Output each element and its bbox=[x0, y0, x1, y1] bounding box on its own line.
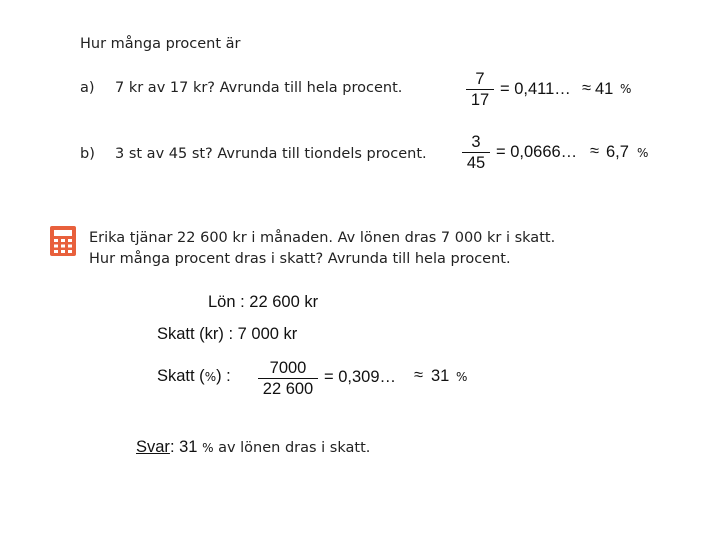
fraction-bar bbox=[466, 89, 494, 90]
fraction-bar bbox=[258, 378, 318, 379]
fraction-numerator: 3 bbox=[471, 133, 481, 151]
problem-b-equals: = 0,0666… bbox=[496, 143, 578, 161]
tax-fraction bbox=[258, 359, 318, 398]
fraction-bar bbox=[462, 152, 490, 153]
tax-equals: = 0,309… bbox=[324, 368, 397, 386]
approx-symbol: ≈ bbox=[414, 366, 424, 384]
percent-symbol: % bbox=[456, 370, 468, 384]
problem-b-text: 3 st av 45 st? Avrunda till tiondels procent. bbox=[115, 146, 427, 162]
answer-line bbox=[136, 438, 370, 457]
fraction-denominator: 45 bbox=[466, 154, 486, 173]
fraction-numerator: 7 bbox=[475, 70, 485, 88]
fraction-denominator: 22 600 bbox=[262, 380, 314, 399]
percent-symbol: % bbox=[620, 82, 632, 96]
answer-label: Svar bbox=[136, 438, 170, 456]
fraction-denominator: 17 bbox=[470, 91, 490, 110]
approx-symbol: ≈ bbox=[590, 142, 600, 160]
fraction-numerator: 7000 bbox=[269, 359, 307, 377]
erika-line-2: Hur många procent dras i skatt? Avrunda till hela procent. bbox=[89, 251, 511, 267]
problem-a-fraction bbox=[466, 70, 494, 109]
answer-value: : 31 bbox=[169, 438, 198, 456]
tax-percent-label bbox=[157, 367, 231, 386]
tax-percent-label-end: ) : bbox=[216, 367, 231, 385]
problem-b-fraction bbox=[462, 133, 490, 172]
page-heading: Hur många procent är bbox=[80, 36, 241, 52]
tax-percent-label-start: Skatt ( bbox=[157, 367, 205, 385]
answer-text: av lönen dras i skatt. bbox=[218, 440, 371, 456]
problem-b-result: 6,7 bbox=[606, 143, 629, 161]
percent-symbol: % bbox=[637, 146, 649, 160]
percent-symbol: % bbox=[204, 370, 217, 384]
calculator-icon bbox=[50, 226, 76, 256]
problem-a-equals: = 0,411… bbox=[500, 80, 571, 98]
problem-a-text: 7 kr av 17 kr? Avrunda till hela procent. bbox=[115, 80, 403, 96]
tax-result: 31 bbox=[431, 367, 450, 385]
erika-line-1: Erika tjänar 22 600 kr i månaden. Av lönen dras 7 000 kr i skatt. bbox=[89, 230, 556, 246]
percent-symbol: % bbox=[202, 441, 214, 455]
salary-line: Lön : 22 600 kr bbox=[208, 293, 319, 311]
tax-kr-line: Skatt (kr) : 7 000 kr bbox=[157, 325, 298, 343]
problem-a-result: 41 bbox=[595, 80, 614, 98]
problem-a-label: a) bbox=[80, 80, 95, 96]
approx-symbol: ≈ bbox=[582, 79, 592, 97]
problem-b-label: b) bbox=[80, 146, 95, 162]
